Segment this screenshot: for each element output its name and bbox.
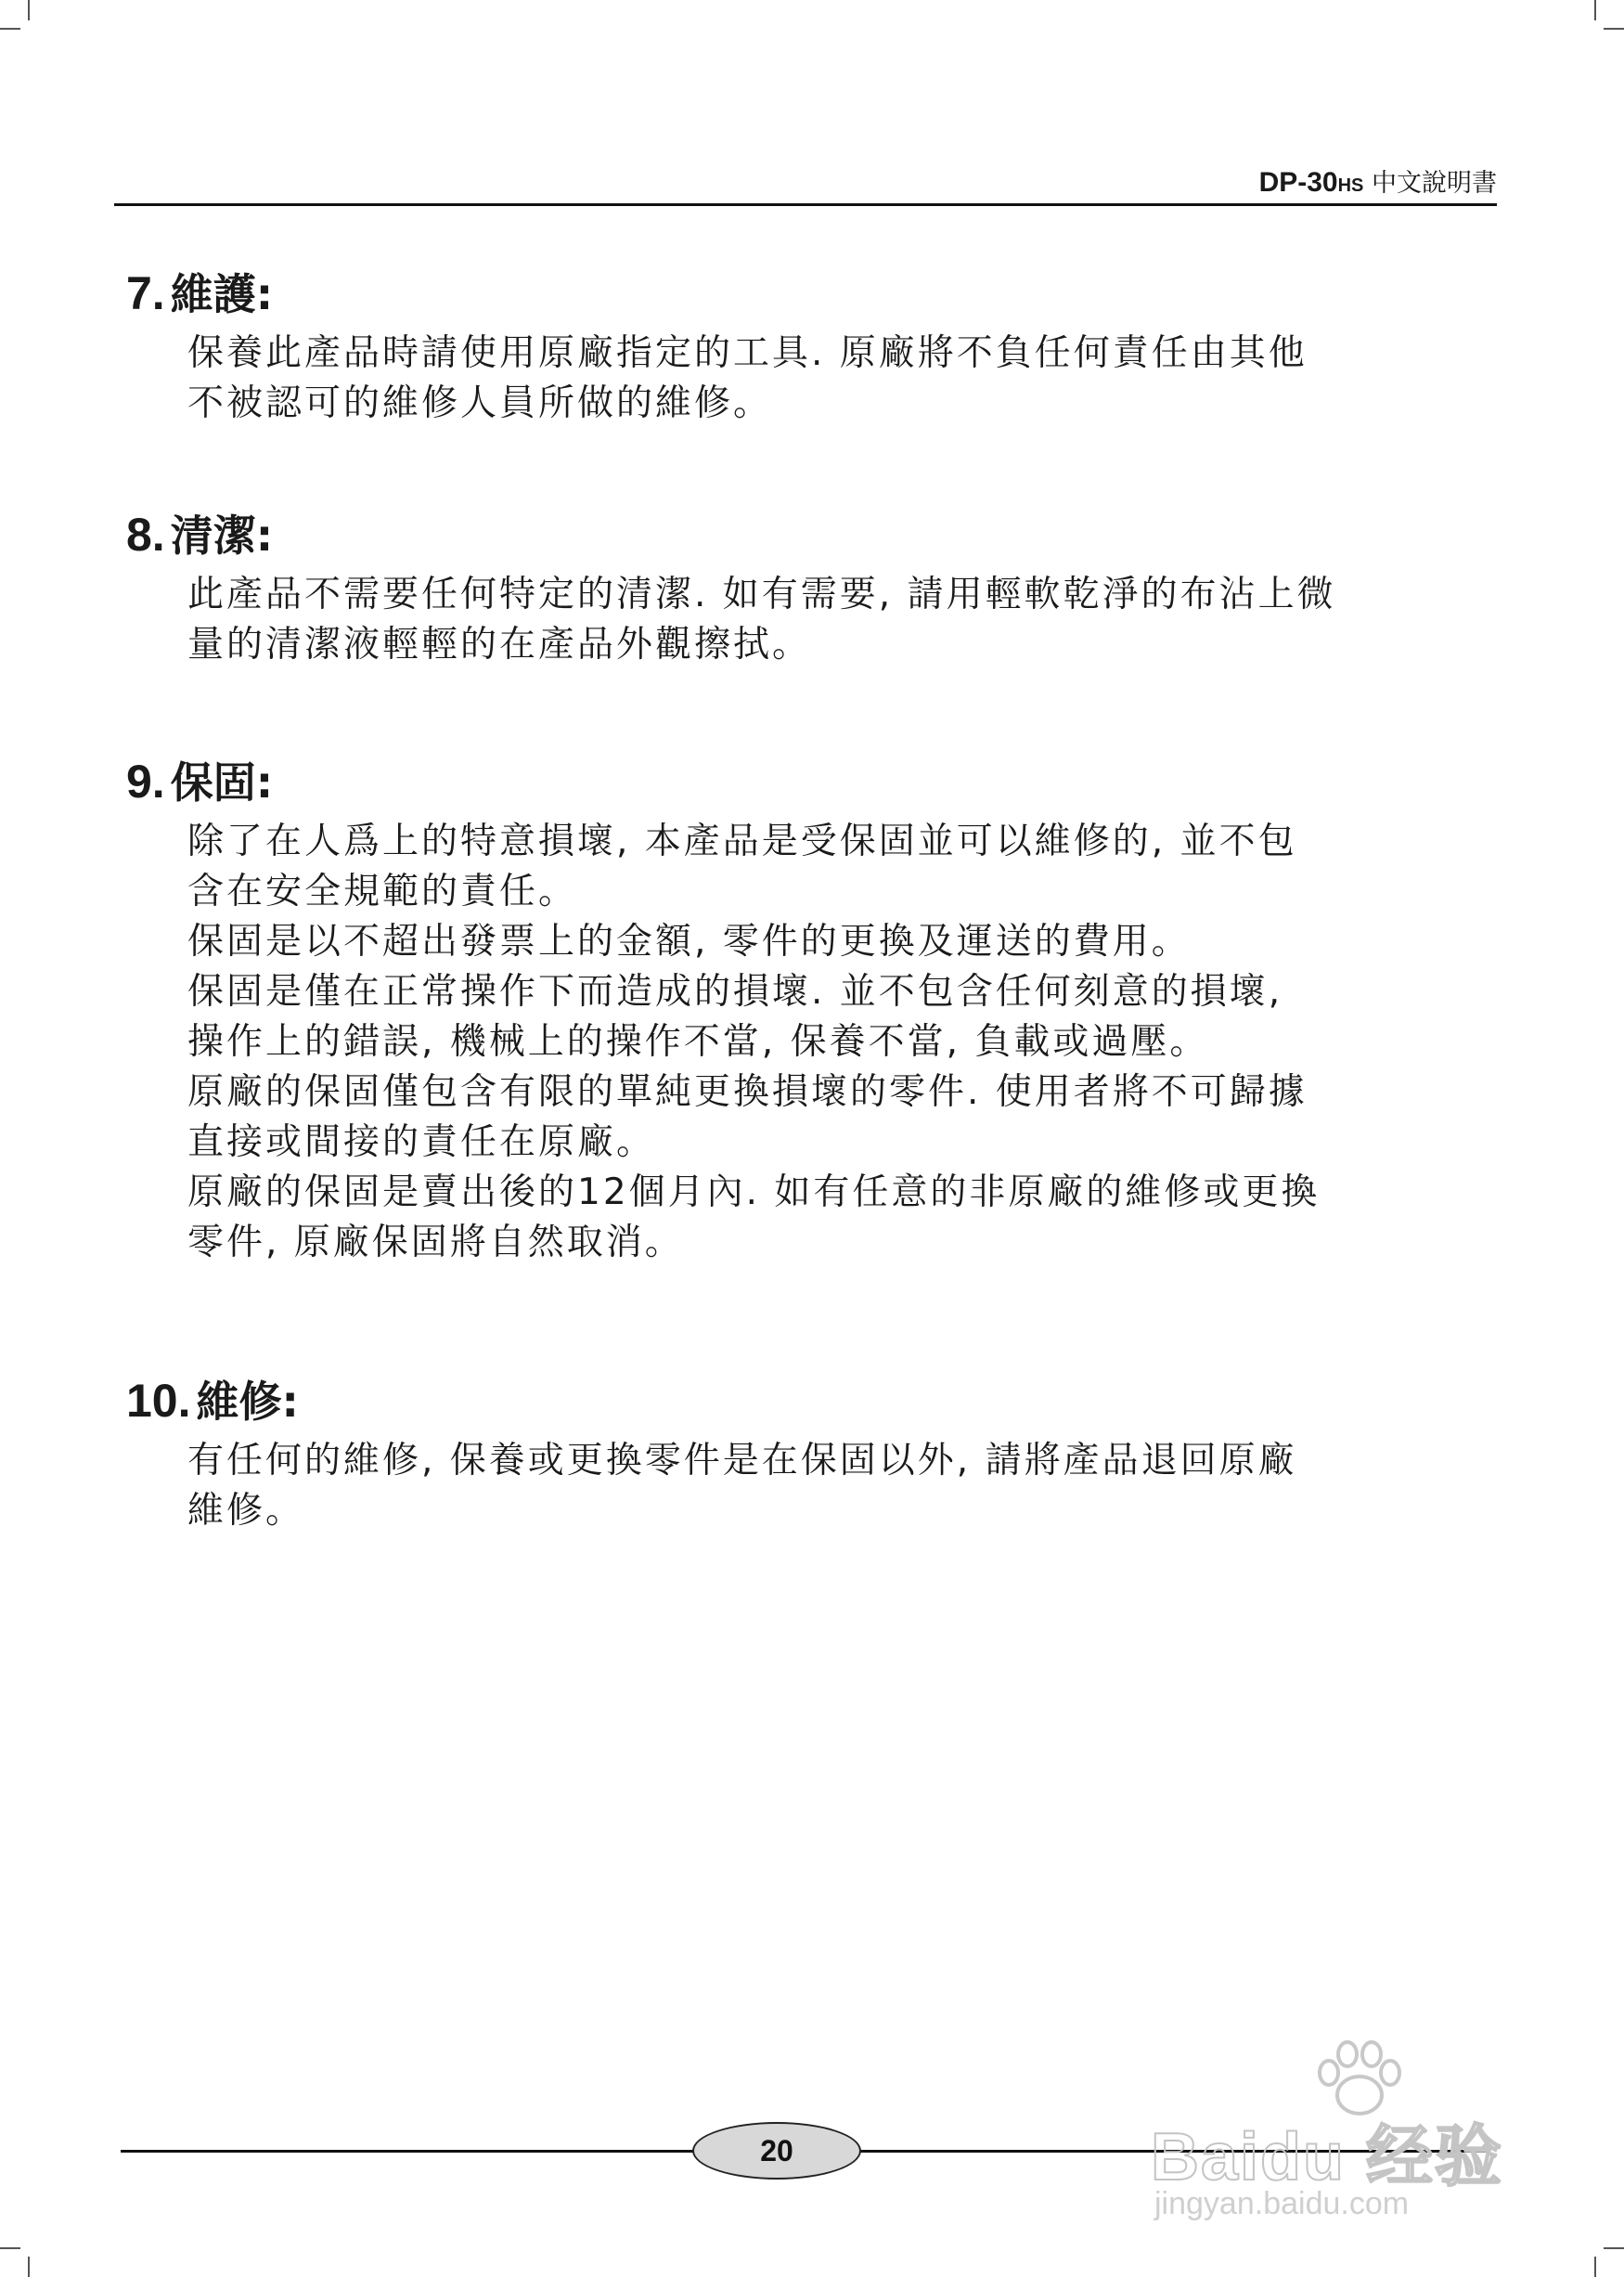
body-line: 保養此產品時請使用原廠指定的工具. 原廠將不負任何責任由其他 <box>187 332 1308 374</box>
body-line: 不被認可的維修人員所做的維修。 <box>187 382 773 424</box>
body-line: 有任何的維修, 保養或更換零件是在保固以外, 請將產品退回原廠 <box>187 1440 1297 1481</box>
body-line: 含在安全規範的責任。 <box>187 871 578 912</box>
crop-mark <box>1604 28 1624 30</box>
body-line: 保固是僅在正常操作下而造成的損壞. 並不包含任何刻意的損壞, <box>187 971 1283 1013</box>
section-cleaning <box>126 505 1500 670</box>
section-number: 8. <box>126 509 165 561</box>
section-title <box>126 505 1500 564</box>
body-line: 維修。 <box>187 1490 305 1532</box>
page-number-text: 20 <box>760 2133 793 2167</box>
crop-mark <box>1594 0 1596 20</box>
footer-divider-left <box>121 2150 696 2153</box>
header-text <box>1259 162 1497 199</box>
watermark-brand: Baidu 经验 <box>1151 2120 1504 2194</box>
header-title: 中文說明書 <box>1372 169 1497 198</box>
crop-mark <box>28 2257 30 2277</box>
page-header <box>114 165 1497 204</box>
baidu-watermark <box>1151 2038 1540 2223</box>
section-number: 9. <box>126 756 165 808</box>
body-line: 直接或間接的責任在原廠。 <box>187 1121 656 1163</box>
body-line: 量的清潔液輕輕的在產品外觀擦拭。 <box>187 624 812 666</box>
body-line: 此產品不需要任何特定的清潔. 如有需要, 請用輕軟乾淨的布沾上微 <box>187 574 1336 615</box>
body-line: 除了在人爲上的特意損壞, 本產品是受保固並可以維修的, 並不包 <box>187 821 1297 862</box>
section-body <box>187 329 1500 429</box>
body-line: 原廠的保固僅包含有限的單純更換損壞的零件. 使用者將不可歸據 <box>187 1071 1308 1113</box>
section-number: 7. <box>126 267 165 319</box>
body-line: 操作上的錯誤, 機械上的操作不當, 保養不當, 負載或過壓。 <box>187 1021 1209 1063</box>
body-line: 零件, 原廠保固將自然取消。 <box>187 1222 684 1263</box>
section-title <box>126 1371 1500 1430</box>
crop-mark <box>1604 2247 1624 2249</box>
crop-mark <box>0 2247 20 2249</box>
crop-mark <box>28 0 30 20</box>
section-heading: 維護: <box>170 269 274 319</box>
section-body <box>187 570 1500 670</box>
section-body <box>187 1436 1500 1536</box>
header-model: DP-30HS <box>1258 167 1364 198</box>
crop-mark <box>1594 2257 1596 2277</box>
section-maintenance <box>126 264 1500 429</box>
section-warranty <box>126 752 1500 1268</box>
section-heading: 保固: <box>170 757 274 808</box>
section-title <box>126 752 1500 811</box>
section-repair <box>126 1371 1500 1536</box>
body-line: 保固是以不超出發票上的金額, 零件的更換及運送的費用。 <box>187 921 1191 963</box>
watermark-url: jingyan.baidu.com <box>1154 2186 1410 2221</box>
section-title <box>126 264 1500 323</box>
body-line: 原廠的保固是賣出後的12個月內. 如有任意的非原廠的維修或更換 <box>187 1171 1321 1213</box>
crop-mark <box>0 28 20 30</box>
section-heading: 清潔: <box>170 511 274 561</box>
section-heading: 維修: <box>196 1377 299 1427</box>
section-body <box>187 817 1500 1268</box>
page-number <box>692 2122 861 2180</box>
section-number: 10. <box>126 1375 191 1427</box>
header-divider <box>114 203 1497 206</box>
